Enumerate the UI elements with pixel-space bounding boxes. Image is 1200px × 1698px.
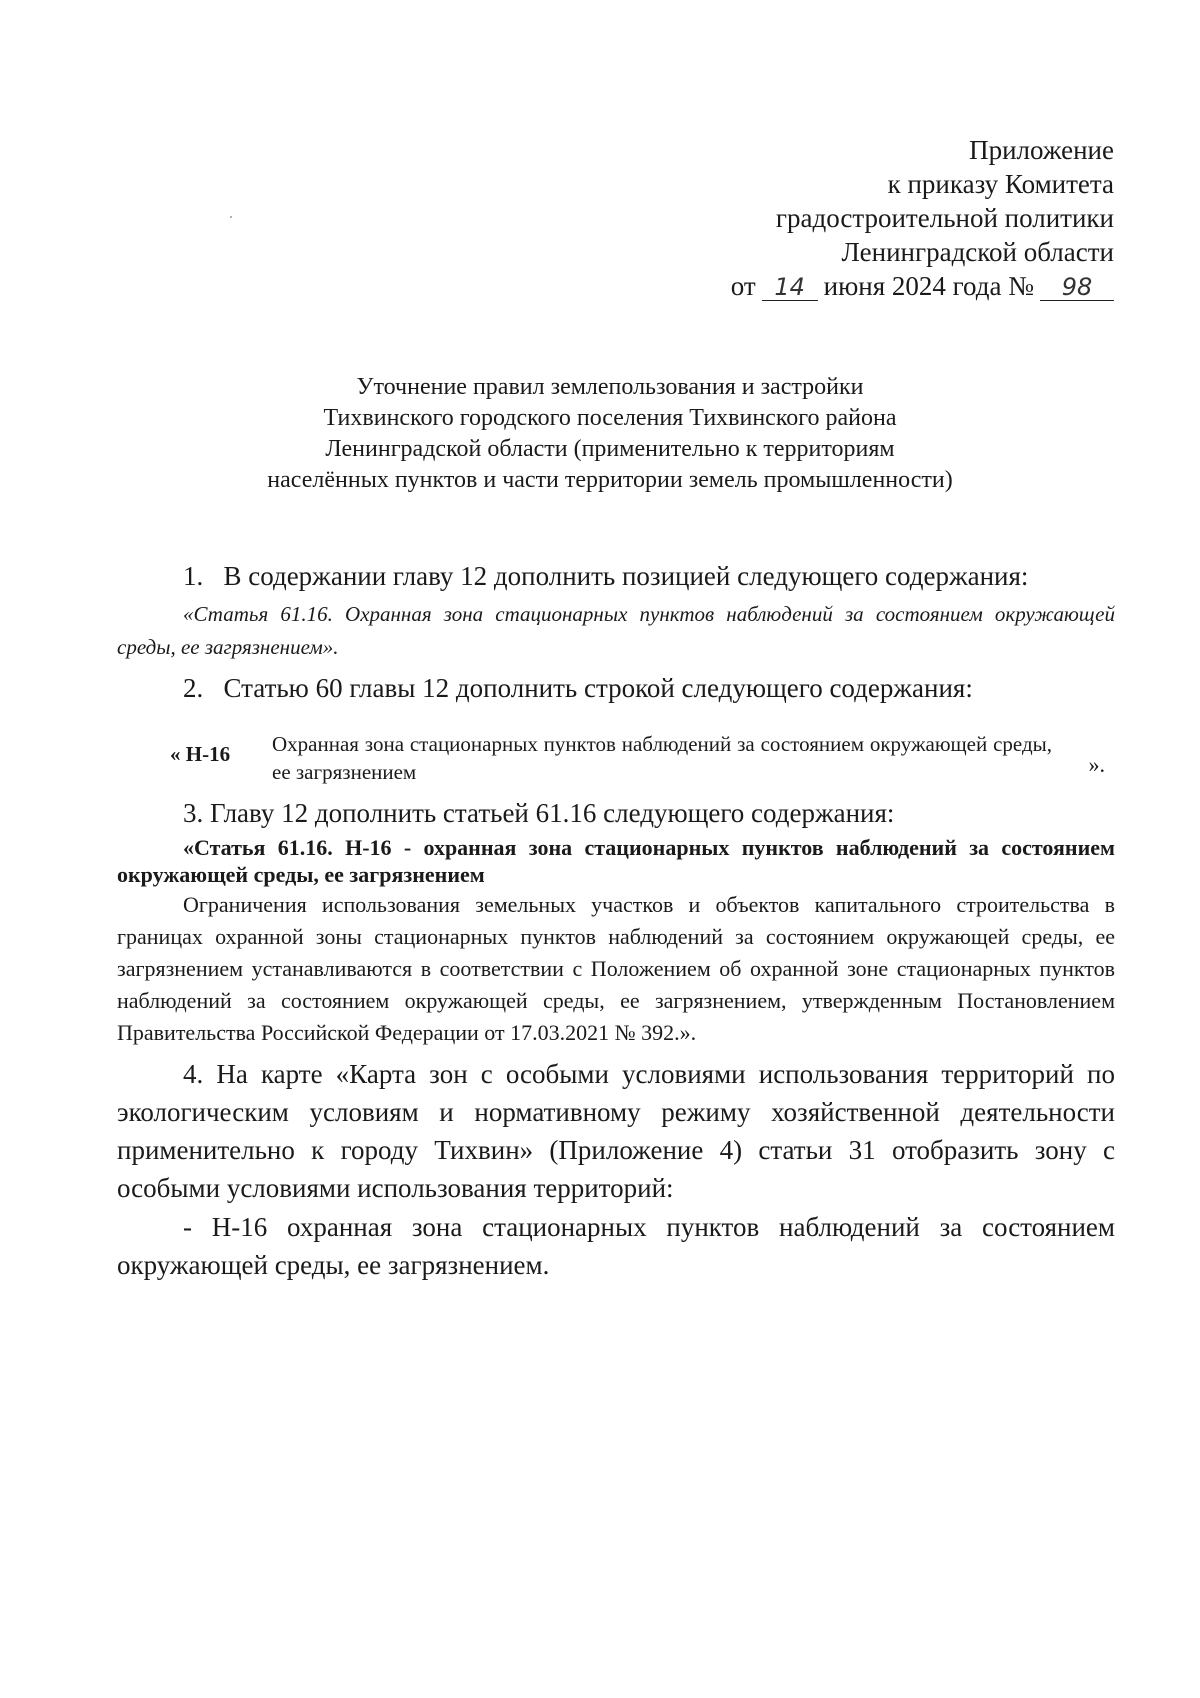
header-line-2: к приказу Комитета bbox=[887, 169, 1114, 199]
date-middle: июня 2024 года № bbox=[823, 271, 1034, 301]
row-description: Охранная зона стационарных пунктов наблюдений за состоянием окружающей среды, ее загрязнением bbox=[272, 732, 1052, 784]
title-line-3: Ленинградской области (применительно к территориям bbox=[325, 436, 895, 462]
title-line-1: Уточнение правил землепользования и застройки bbox=[356, 374, 864, 400]
header-line-1: Приложение bbox=[969, 135, 1114, 165]
article-heading: «Статья 61.16. Н-16 - охранная зона стационарных пунктов наблюдений за состоянием окружающей среды, ее загрязнением bbox=[117, 835, 1115, 887]
handwritten-doc-number: 98 bbox=[1040, 274, 1114, 301]
handwritten-day: 14 bbox=[762, 274, 818, 301]
row-code: « Н-16 bbox=[170, 742, 231, 766]
document-title bbox=[0, 372, 1200, 496]
item-1-quote: «Статья 61.16. Охранная зона стационарных пунктов наблюдений за состоянием окружающей среды, ее загрязнением». bbox=[117, 602, 1115, 659]
scan-speck bbox=[230, 216, 232, 218]
header-line-3: градостроительной политики bbox=[775, 203, 1114, 233]
date-prefix: от bbox=[730, 271, 756, 301]
item-4-dash: - Н-16 охранная зона стационарных пунктов наблюдений за состоянием окружающей среды, ее загрязнением. bbox=[117, 1212, 1115, 1280]
header-date-line bbox=[731, 269, 1114, 303]
table-row bbox=[170, 730, 1105, 790]
item-4: 4. На карте «Карта зон с особыми условиями использования территорий по экологическим условиям и нормативному режиму хозяйственной деятельности применительно к городу Тихвин» (Приложение 4) статьи 31 отобразить зону с особыми условиями использования территорий: bbox=[117, 1059, 1115, 1203]
row-closing-quote: ». bbox=[1088, 752, 1105, 777]
article-text: Ограничения использования земельных участков и объектов капитального строительства в границах охранной зоны стационарных пунктов наблюдений за состоянием окружающей среды, ее загрязнением устанавливаются в соответствии с Положением об охранной зоне стационарных пунктов наблюдений за состоянием окружающей среды, ее загрязнением, утвержденным Постановлением Правительства Российской Федерации от 17.03.2021 № 392.». bbox=[117, 892, 1115, 1045]
item-3: 3. Главу 12 дополнить статьей 61.16 следующего содержания: bbox=[183, 798, 895, 828]
item-1: 1. В содержании главу 12 дополнить позицией следующего содержания: bbox=[183, 561, 1029, 591]
appendix-header bbox=[731, 133, 1114, 303]
header-line-4: Ленинградской области bbox=[841, 237, 1114, 267]
title-line-4: населённых пунктов и части территории земель промышленности) bbox=[267, 467, 953, 493]
item-2: 2. Статью 60 главы 12 дополнить строкой следующего содержания: bbox=[183, 673, 973, 703]
title-line-2: Тихвинского городского поселения Тихвинского района bbox=[323, 405, 897, 431]
